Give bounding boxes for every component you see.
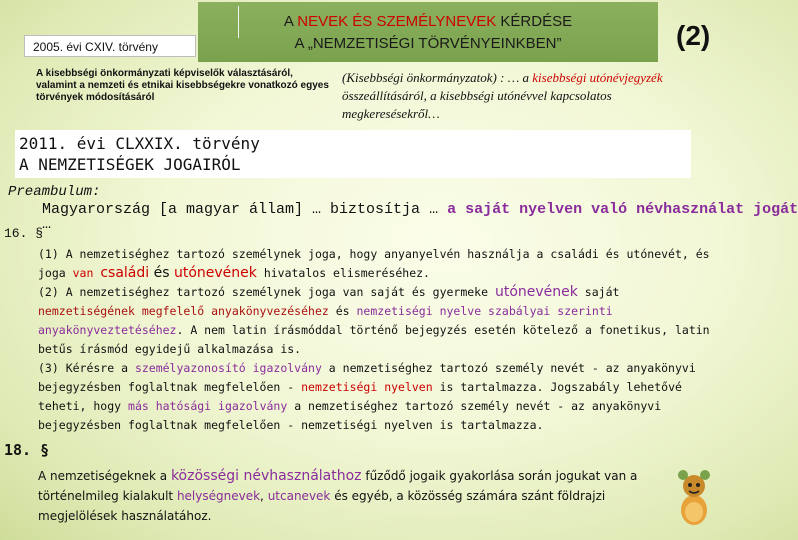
p2-b: saját — [577, 285, 620, 299]
p2-purple: nemzetiségi nyelve szabályai szerinti anyakönyveztetéséhez — [38, 304, 613, 337]
p1-c: hivatalos elismeréséhez. — [256, 266, 430, 280]
p3-a: (3) Kérésre a — [38, 361, 135, 375]
s18-helysegnevek: helységnevek — [176, 489, 261, 503]
p1-csaladi: családi — [100, 265, 150, 281]
p1-es: és — [149, 265, 174, 281]
title-line-2: A „NEMZETISÉGI TÖRVÉNYEINKBEN” — [294, 35, 562, 52]
title-part2: KÉRDÉSE — [496, 13, 573, 30]
p3-red: nemzetiségi nyelven — [301, 380, 433, 394]
section-16-para-1 — [38, 245, 710, 283]
section-18-body — [38, 466, 663, 526]
p3-c: is tartalmazza. Jogszabály lehetővé teheti, hogy — [38, 380, 682, 413]
law-2011-line1: 2011. évi CLXXIX. törvény — [19, 134, 260, 153]
preamble-main: Magyarország [a magyar állam] … biztosítja … — [42, 201, 448, 218]
desc-red: kisebbségi utónévjegyzék — [532, 70, 663, 85]
p3-b: a nemzetiséghez tartozó személy nevét - az anyakönyvi bejegyzésben foglaltnak megfelelően - — [38, 361, 696, 394]
section-16-para-3 — [38, 359, 710, 435]
p2-utoneve: utónevének — [494, 284, 578, 300]
p2-d: . A nem latin írásmóddal történő bejegyzés esetén kötelező a fonetikus, latin betűs írásmód egyidejű alkalmazása is. — [38, 323, 710, 356]
p1-van: van — [72, 266, 94, 280]
law-ref-2005 — [24, 35, 196, 57]
section-16-body — [38, 245, 710, 435]
slide-title — [198, 2, 658, 62]
p2-red: nemzetiségének megfelelő anyakönyvezéséhez — [38, 304, 329, 318]
section-18-label: 18. § — [4, 441, 50, 459]
s18-a: A nemzetiségeknek a — [38, 469, 171, 483]
s18-b: fűződő jogaik gyakorlása során jogukat van a történelmileg kialakult — [38, 469, 638, 503]
p2-c: és — [328, 304, 357, 318]
preamble-highlight: a saját nyelven való névhasználat jogát — [447, 201, 798, 218]
s18-purple: közösségi névhasználathoz — [170, 468, 362, 484]
s18-d: és egyéb, a közösség számára szánt földrajzi megjelölések használatához. — [38, 489, 606, 523]
p1-utoneve: utónevének — [173, 265, 257, 281]
section-16-label: 16. § — [4, 226, 44, 241]
title-divider — [238, 6, 239, 38]
s18-utcanevek: utcanevek — [267, 489, 331, 503]
slide-number: (2) — [676, 20, 711, 51]
cartoon-character-icon — [672, 466, 716, 528]
law-2011-box — [15, 130, 691, 178]
law-ref-2005-text: 2005. évi CXIV. törvény — [33, 40, 158, 54]
law-2011-line2: A NEMZETISÉGEK JOGAIRÓL — [19, 155, 241, 174]
p2-a: (2) A nemzetiséghez tartozó személynek joga van saját és gyermeke — [38, 285, 495, 299]
p3-purple: személyazonosító igazolvány — [134, 361, 322, 375]
desc-part2: összeállításáról, a kisebbségi utónévvel kapcsolatos megkeresésekről… — [342, 88, 612, 121]
minority-government-description — [342, 69, 672, 123]
s18-c: , — [260, 489, 268, 503]
desc-part1: (Kisebbségi önkormányzatok) : … a — [342, 70, 533, 85]
section-16-para-2 — [38, 283, 710, 359]
p1-a: (1) A nemzetiséghez tartozó személynek joga, hogy anyanyelvén használja a családi és utónevét, és joga — [38, 247, 710, 280]
preamble-ellipsis: … — [42, 216, 52, 233]
law-2005-description: A kisebbségi önkormányzati képviselők választásáról, valamint a nemzeti és etnikai kisebbségekre vonatkozó egyes törvények módosításáról — [36, 68, 329, 103]
title-line-1 — [198, 11, 658, 33]
p3-d: a nemzetiséghez tartozó személy nevét - az anyakönyvi bejegyzésben foglaltnak megfelelően - nemzetiségi nyelven is tartalmazza. — [38, 399, 662, 432]
preamble-label: Preambulum: — [8, 184, 101, 200]
preamble-text — [42, 201, 798, 218]
title-red: NEVEK ÉS SZEMÉLYNEVEK — [297, 13, 497, 30]
title-part1: A — [283, 13, 298, 30]
p3-purple2: más hatósági igazolvány — [128, 399, 288, 413]
